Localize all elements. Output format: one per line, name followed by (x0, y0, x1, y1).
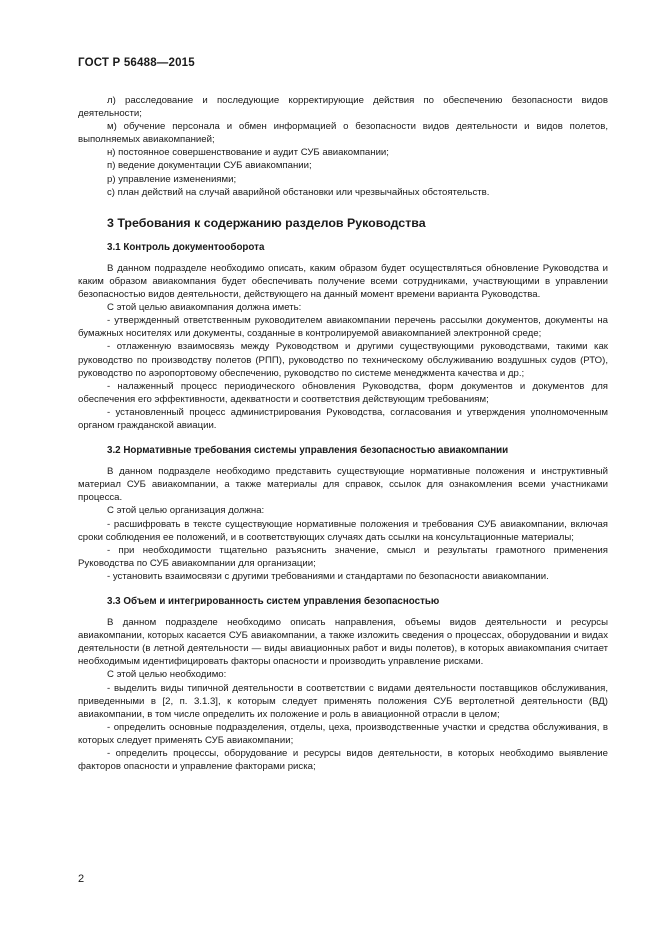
paragraph: - установить взаимосвязи с другими требованиями и стандартами по безопасности авиакомпании. (107, 570, 549, 582)
paragraph: В данном подразделе необходимо представить существующие нормативные положения и инструктивный материал СУБ авиакомпании, а также материалы для справок, ссылок для ознакомления всеми участниками процесса. (78, 466, 608, 504)
list-item: п) ведение документации СУБ авиакомпании; (107, 160, 312, 172)
list-item: м) обучение персонала и обмен информацией о безопасности видов деятельности и видов полетов, выполняемых авиакомпанией; (78, 121, 608, 146)
subsection-body (78, 262, 608, 432)
paragraph: С этой целью авиакомпания должна иметь: (107, 302, 302, 314)
paragraph: В данном подразделе необходимо описать, каким образом будет осуществляться обновление Руководства и каким образом авиакомпания будет обеспечивать получение всеми сотрудниками, участвующими в управлении безопасностью видов деятельности, действующего на данный момент времени варианта Руководства. (78, 262, 608, 301)
paragraph: - установленный процесс администрирования Руководства, согласования и утверждения уполномоченным органом гражданской авиации. (78, 406, 608, 431)
intro-list (78, 94, 608, 199)
subsection-body (78, 465, 608, 583)
paragraph: - определить процессы, оборудование и ресурсы видов деятельности, в которых необходимо выявление факторов опасности и управление факторами риска; (78, 748, 608, 773)
list-item: н) постоянное совершенствование и аудит СУБ авиакомпании; (107, 147, 389, 159)
paragraph: - определить основные подразделения, отделы, цеха, производственные участки и средства обслуживания, в которых следует применять СУБ авиакомпании; (78, 721, 608, 746)
paragraph: - при необходимости тщательно разъяснить значение, смысл и результаты грамотного применения Руководства по СУБ авиакомпании для организации; (78, 544, 608, 569)
paragraph: - расшифровать в тексте существующие нормативные положения и требования СУБ авиакомпании, включая сроки соблюдения ее положений, и в соответствующих случаях дать ссылки на консультационные материалы; (78, 518, 608, 543)
list-item: р) управление изменениями; (107, 173, 237, 185)
paragraph: С этой целью необходимо: (107, 669, 227, 681)
paragraph: - выделить виды типичной деятельности в соответствии с видами деятельности поставщиков обслуживания, приведенными в [2, п. 3.1.3], к которым следует применять положения СУБ вертолетной деятельности (ВД) авиакомпании, в том числе определить их положение и роль в авиационной отрасли в целом; (78, 682, 608, 720)
subsection-heading: 3.2 Нормативные требования системы управления безопасностью авиакомпании (107, 445, 509, 457)
subsection-heading: 3.1 Контроль документооборота (107, 241, 265, 253)
paragraph: - утвержденный ответственным руководителем авиакомпании перечень рассылки документов, документы на бумажных носителях или документы, созданные в контролируемой авиакомпанией электронной среде; (78, 315, 608, 340)
paragraph: - налаженный процесс периодического обновления Руководства, форм документов и документов для обеспечения его эффективности, адекватности и соответствия действующим требованиям; (78, 380, 608, 405)
subsection-heading: 3.3 Объем и интегрированность систем управления безопасностью (107, 596, 440, 607)
paragraph: С этой целью организация должна: (107, 505, 265, 517)
page-number: 2 (78, 873, 85, 885)
standard-header: ГОСТ Р 56488—2015 (78, 57, 195, 69)
page-content (78, 94, 608, 773)
list-item: л) расследование и последующие корректирующие действия по обеспечению безопасности видов деятельности; (78, 95, 608, 120)
list-item: с) план действий на случай аварийной обстановки или чрезвычайных обстоятельств. (107, 186, 490, 198)
section-heading: 3 Требования к содержанию разделов Руководства (107, 215, 426, 230)
paragraph: - отлаженную взаимосвязь между Руководством и другими существующими руководствами, такими как руководство по производству полетов (РПП), руководство по техническому обслуживанию воздушных судов (РТО), руководство по аэропортовому обеспечению, руководство по системе менеджмента качества и др.; (78, 341, 608, 379)
subsection-body (78, 616, 608, 773)
paragraph: В данном подразделе необходимо описать направления, объемы видов деятельности и ресурсы авиакомпании, которых касается СУБ авиакомпании, а также изложить сведения о процессах, оборудовании и видах деятельности (в летной деятельности — виды авиационных работ и виды полетов), в которых авиакомпания считает необходимым идентифицировать факторы опасности и производить управление рисками. (78, 617, 608, 668)
